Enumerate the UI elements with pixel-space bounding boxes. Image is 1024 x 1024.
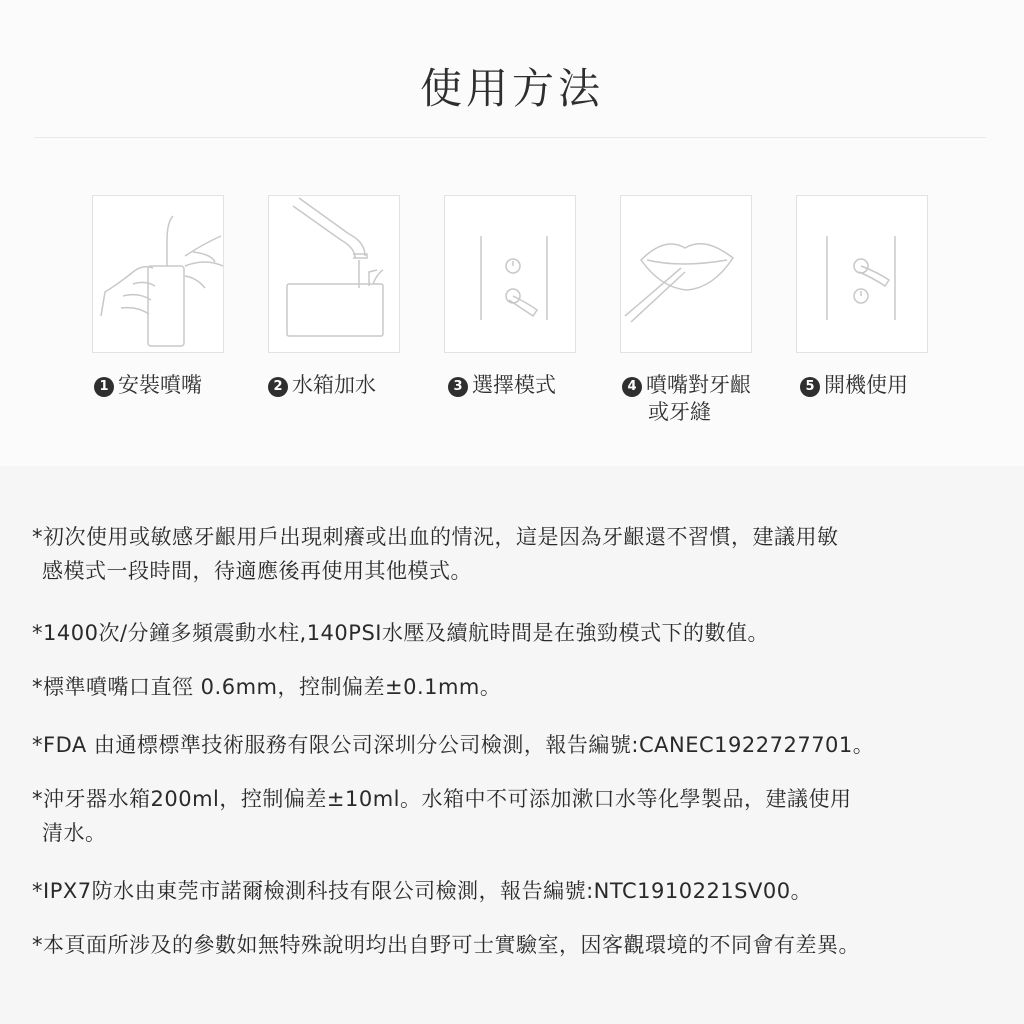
step-4-illustration — [620, 195, 752, 353]
nozzle-install-icon — [93, 196, 223, 352]
mouth-nozzle-icon — [621, 196, 751, 352]
step-4-label: 4 噴嘴對牙齦 或牙縫 — [622, 372, 751, 426]
step-number-badge: 4 — [622, 377, 642, 397]
note-5: *沖牙器水箱200ml，控制偏差±10ml。水箱中不可添加漱口水等化學製品，建議使用 清水。 — [32, 787, 852, 845]
divider — [34, 137, 986, 138]
step-1-illustration — [92, 195, 224, 353]
step-number-badge: 5 — [800, 377, 820, 397]
notes-section — [0, 466, 1024, 1024]
note-6: *IPX7防水由東莞市諾爾檢測科技有限公司檢測，報告編號:NTC1910221SV00。 — [32, 879, 813, 903]
note-1: *初次使用或敏感牙齦用戶出現刺癢或出血的情況，這是因為牙齦還不習慣，建議用敏 感模式一段時間，待適應後再使用其他模式。 — [32, 525, 839, 583]
step-2-illustration — [268, 195, 400, 353]
step-5-label: 5 開機使用 — [800, 372, 908, 399]
instructions-section — [0, 0, 1024, 466]
note-7: *本頁面所涉及的參數如無特殊說明均出自野可士實驗室，因客觀環境的不同會有差異。 — [32, 933, 860, 957]
note-3: *標準噴嘴口直徑 0.6mm，控制偏差±0.1mm。 — [32, 675, 502, 699]
mode-select-icon — [445, 196, 575, 352]
step-5-illustration — [796, 195, 928, 353]
step-number-badge: 1 — [94, 377, 114, 397]
step-number-badge: 3 — [448, 377, 468, 397]
step-3-illustration — [444, 195, 576, 353]
note-2: *1400次/分鐘多頻震動水柱,140PSI水壓及續航時間是在強勁模式下的數值。 — [32, 621, 769, 645]
step-1-label: 1 安裝噴嘴 — [94, 372, 202, 399]
water-tank-fill-icon — [269, 196, 399, 352]
step-number-badge: 2 — [268, 377, 288, 397]
note-4: *FDA 由通標標準技術服務有限公司深圳分公司檢測，報告編號:CANEC1922727701。 — [32, 733, 875, 757]
step-3-label: 3 選擇模式 — [448, 372, 556, 399]
step-2-label: 2 水箱加水 — [268, 372, 376, 399]
page-title: 使用方法 — [419, 64, 604, 113]
power-on-icon — [797, 196, 927, 352]
